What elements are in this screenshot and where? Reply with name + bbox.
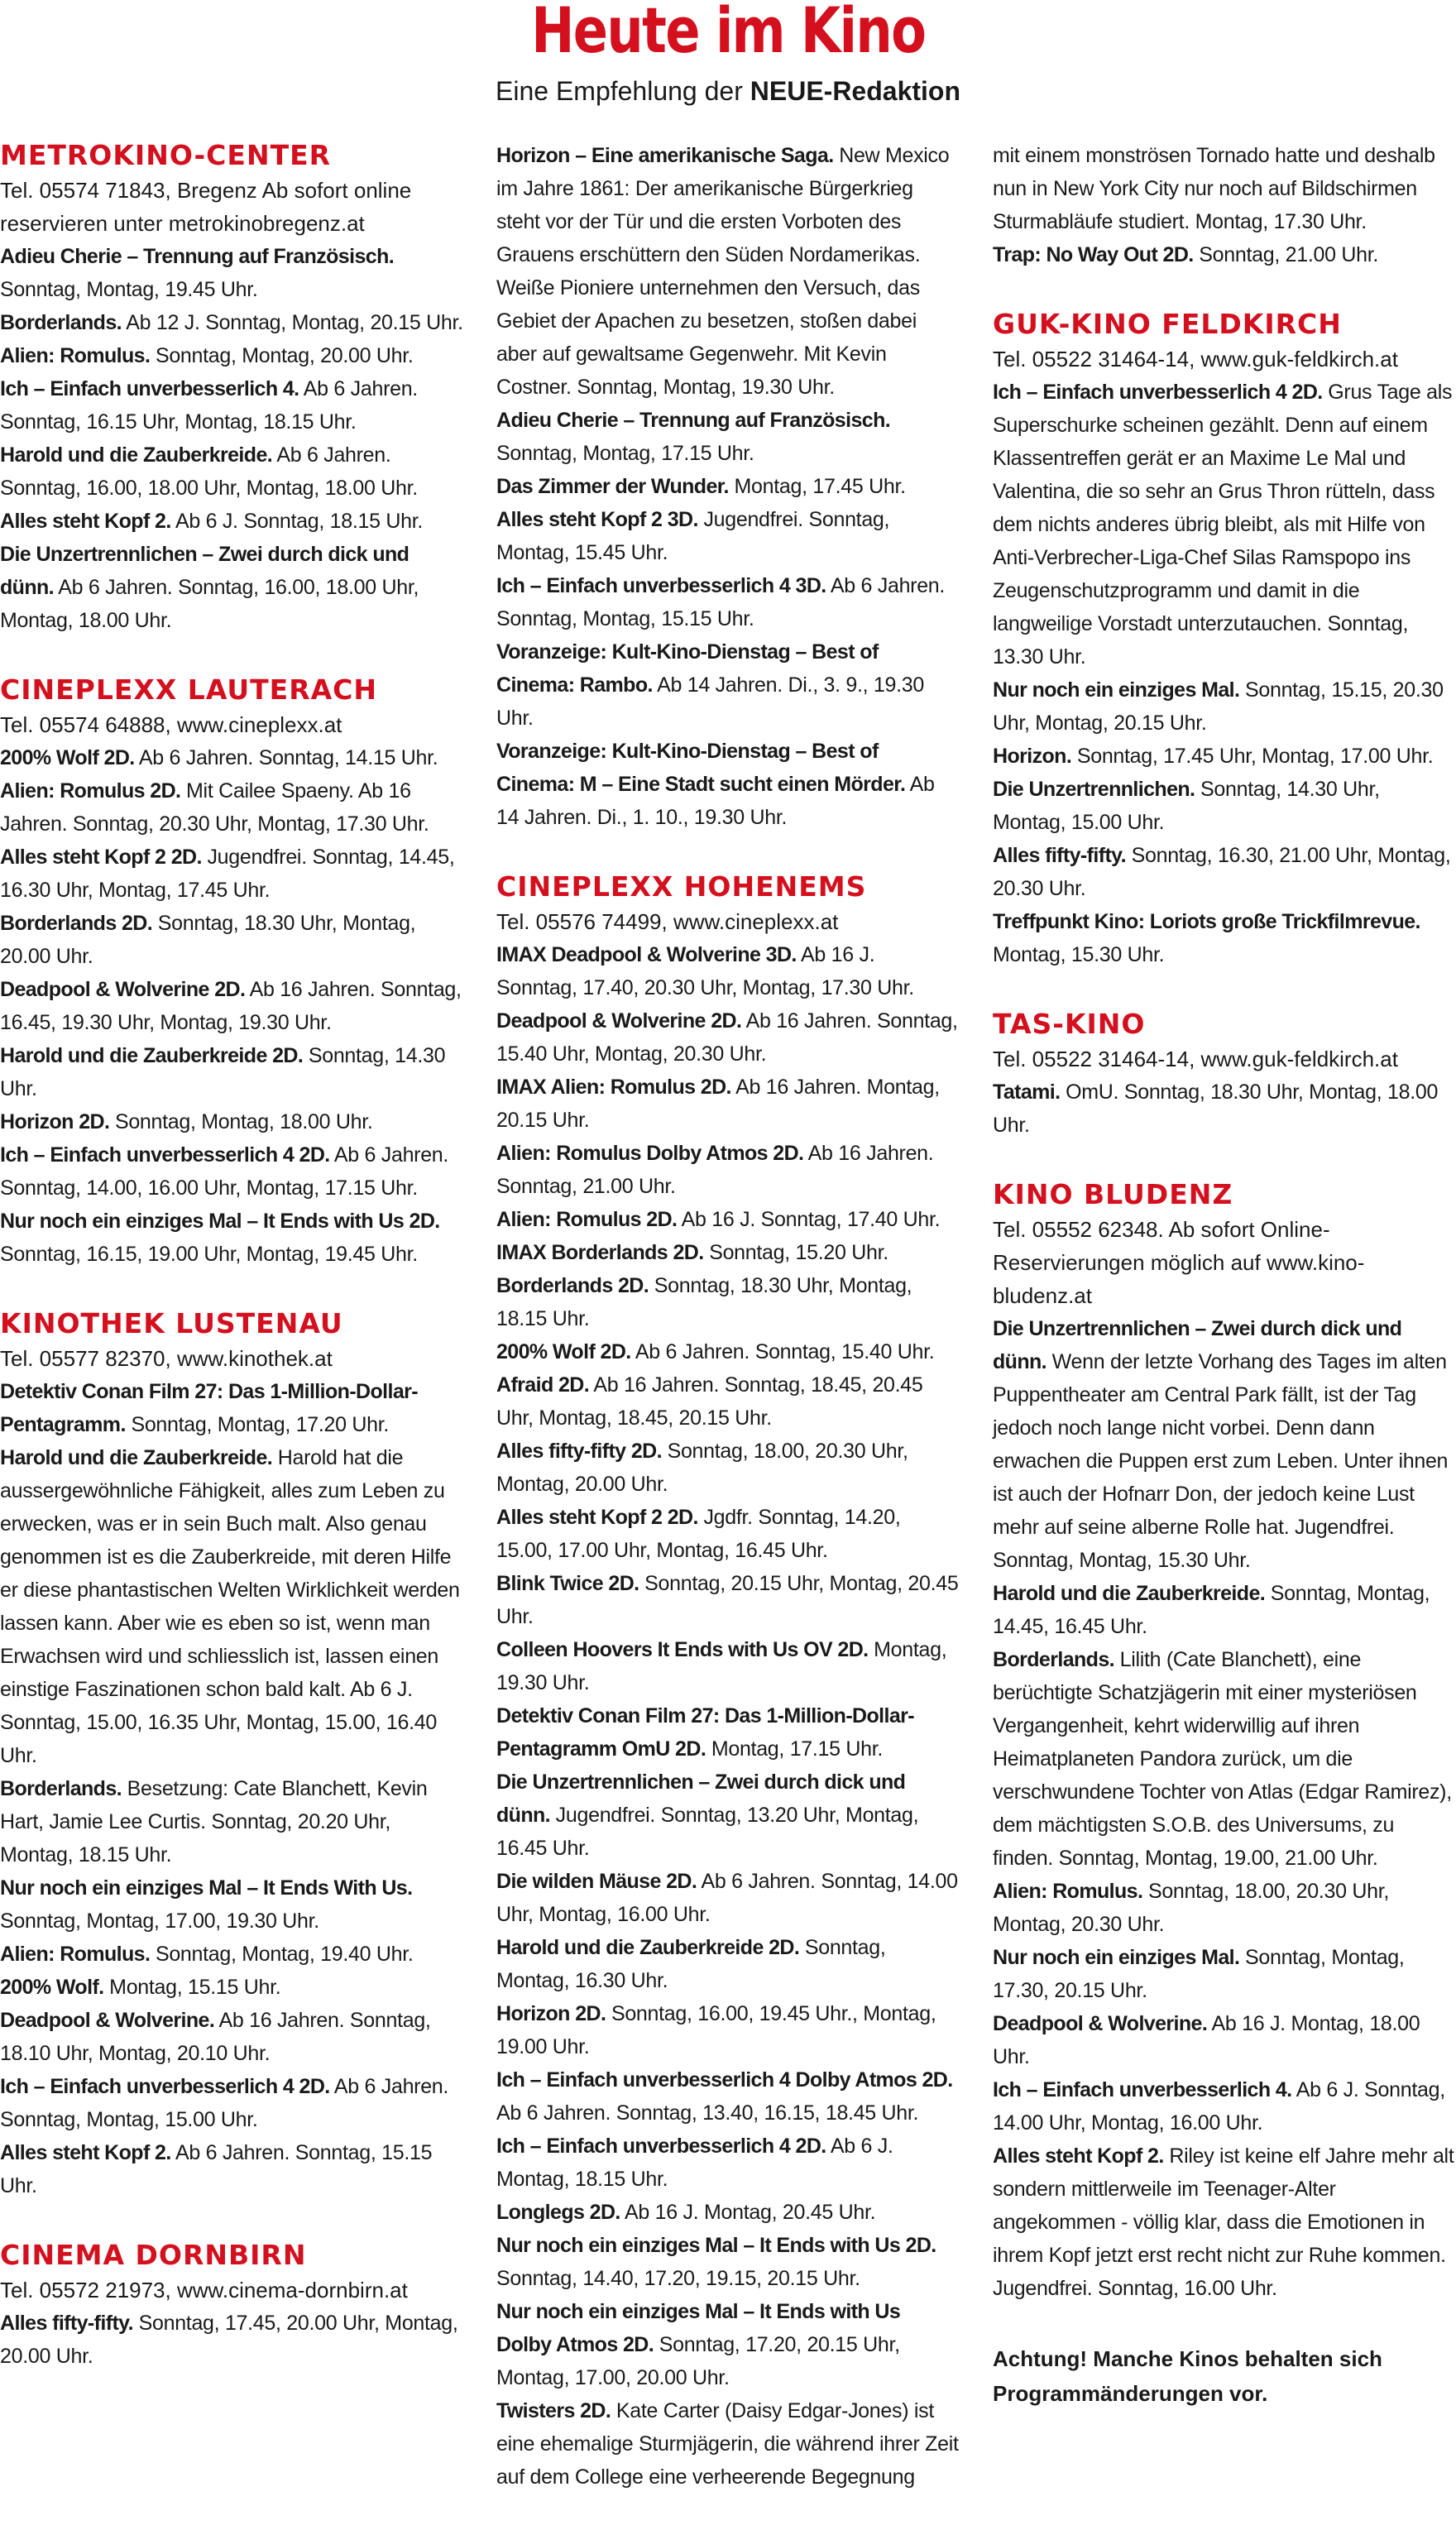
film-title: Alien: Romulus Dolby Atmos 2D. (496, 1142, 804, 1165)
cinema-block (993, 1008, 1456, 1142)
screening-entry (496, 1501, 960, 1567)
film-title: IMAX Borderlands 2D. (496, 1241, 704, 1264)
screening-entry (496, 470, 960, 503)
screening-entry (496, 503, 960, 569)
screening-entry (496, 1071, 960, 1137)
screening-entry (0, 1441, 463, 1772)
screening-info: Kate Carter (Daisy Edgar-Jones) ist eine ehemalige Sturmjägerin, die während ihrer Zeit auf dem College eine verheerende Begegnung (496, 2399, 959, 2489)
footer-note: Achtung! Manche Kinos behalten sich Programmänderungen vor. (993, 2346, 1382, 2406)
column-1 (0, 139, 463, 2409)
screening-info: Ab 14 Jahren. Di., 1. 10., 19.30 Uhr. (496, 773, 935, 829)
screening-info: Ab 16 Jahren. Sonntag, 18.45, 20.45 Uhr, Montag, 18.45, 20.15 Uhr. (496, 1373, 923, 1430)
film-title: Alles steht Kopf 2. (0, 2141, 171, 2164)
page-title: Heute im Kino (530, 0, 926, 67)
cinema-block (993, 308, 1456, 971)
screening-entry (0, 1138, 463, 1205)
cinema-block (0, 2239, 463, 2373)
film-title: Alles steht Kopf 2 3D. (496, 508, 698, 531)
cinema-contact: Tel. 05577 82370, www.kinothek.at (0, 1346, 333, 1371)
screening-info: Sonntag, Montag, 19.45 Uhr. (0, 278, 258, 301)
screening-entry (0, 1938, 463, 1971)
screening-entry (993, 773, 1456, 839)
cinema-name: CINEPLEXX LAUTERACH (0, 673, 377, 706)
screening-entry (496, 1435, 960, 1501)
screening-info: Sonntag, 18.30 Uhr, Montag, 20.00 Uhr. (0, 912, 416, 968)
screening-info: Ab 6 Jahren. Sonntag, 15.40 Uhr. (630, 1340, 935, 1363)
screening-info: Ab 6 Jahren. Sonntag, Montag, 15.15 Uhr. (496, 574, 946, 630)
screening-entry (0, 1105, 463, 1138)
screening-entry (496, 938, 960, 1004)
screening-info: Sonntag, 16.30, 21.00 Uhr, Montag, 20.30 Uhr. (993, 844, 1451, 900)
film-title: Alles steht Kopf 2 2D. (0, 846, 202, 869)
screening-entry (496, 1997, 960, 2063)
screening-entry (0, 438, 463, 505)
screening-info: Ab 16 Jahren. Montag, 20.15 Uhr. (496, 1076, 940, 1132)
screening-info: Ab 6 Jahren. Sonntag, 14.15 Uhr. (134, 746, 438, 769)
columns (0, 139, 1456, 2489)
screening-info: Sonntag, 18.30 Uhr, Montag, 18.15 Uhr. (496, 1274, 912, 1330)
film-title: Horizon. (993, 745, 1072, 768)
film-title: Colleen Hoovers It Ends with Us OV 2D. (496, 1638, 869, 1661)
film-title: Borderlands 2D. (0, 912, 153, 935)
film-title: Alien: Romulus. (0, 344, 151, 367)
screening-entry (0, 1772, 463, 1871)
film-title: Detektiv Conan Film 27: Das 1-Million-Dollar-Pentagramm. (0, 1380, 419, 1436)
screening-entry (993, 238, 1456, 271)
screening-info: Montag, 17.15 Uhr. (706, 1737, 884, 1761)
screening-entry (496, 1931, 960, 1997)
film-title: Nur noch ein einziges Mal. (993, 1946, 1240, 1969)
screening-entry (993, 139, 1456, 238)
film-title: Adieu Cherie – Trennung auf Französisch. (496, 409, 891, 432)
screening-info: Ab 16 J. Montag, 18.00 Uhr. (993, 2012, 1420, 2068)
screening-entry (993, 673, 1456, 740)
screening-entry (0, 1205, 463, 1271)
screening-info: Ab 16 Jahren. Sonntag, 18.10 Uhr, Montag, 20.10 Uhr. (0, 2009, 431, 2065)
film-title: Borderlands. (0, 1777, 122, 1800)
cinema-block (993, 1178, 1456, 2305)
film-title: Ich – Einfach unverbesserlich 4 3D. (496, 574, 826, 597)
cinema-name: CINEMA DORNBIRN (0, 2239, 307, 2271)
film-title: Twisters 2D. (496, 2399, 611, 2422)
film-title: Harold und die Zauberkreide. (993, 1582, 1266, 1605)
screening-info: Jugendfrei. Sonntag, 14.45, 16.30 Uhr, Montag, 17.45 Uhr. (0, 846, 455, 902)
screening-info: Sonntag, 18.00, 20.30 Uhr, Montag, 20.00 Uhr. (496, 1440, 908, 1496)
screening-info: Sonntag, 15.15, 20.30 Uhr, Montag, 20.15 Uhr. (993, 678, 1444, 735)
screening-entry (496, 2063, 960, 2130)
page-header (0, 0, 1456, 124)
screening-entry (0, 841, 463, 907)
screening-entry (496, 1236, 960, 1269)
film-title: Alien: Romulus 2D. (0, 779, 181, 803)
film-title: Nur noch ein einziges Mal – It Ends with Us 2D. (496, 2234, 936, 2257)
cinema-contact: Tel. 05552 62348. Ab sofort Online-Reservierungen möglich auf www.kino-bludenz.at (993, 1217, 1365, 1308)
screening-info: Montag, 15.15 Uhr. (103, 1976, 281, 1999)
screening-entry (993, 1875, 1456, 1941)
film-title: 200% Wolf 2D. (496, 1340, 631, 1363)
film-title: Borderlands 2D. (496, 1274, 649, 1297)
cinema-block (496, 139, 960, 834)
film-title: Harold und die Zauberkreide 2D. (496, 1936, 800, 1959)
screening-entry (496, 1203, 960, 1236)
screening-info: Harold hat die aussergewöhnliche Fähigkeit, alles zum Leben zu erwecken, was er in sein Buch malt. Also genau genommen ist es die Zauberkreide, mit deren Hilfe er diese phantastischen Welten Wirklichkeit werden lassen kann. Aber wie es eben so ist, wenn man Erwachsen wird und schliesslich ist, lassen einen einstige Faszinationen schon bald kalt. Ab 6 J. Sonntag, 15.00, 16.35 Uhr, Montag, 15.00, 16.40 Uhr. (0, 1446, 460, 1767)
screening-entry (0, 973, 463, 1039)
screening-info: Ab 6 Jahren. Sonntag, 13.40, 16.15, 18.45 Uhr. (496, 2101, 919, 2125)
film-title: Ich – Einfach unverbesserlich 4. (993, 2078, 1292, 2101)
screening-info: Montag, 15.30 Uhr. (993, 943, 1165, 966)
screening-info: Besetzung: Cate Blanchett, Kevin Hart, Jamie Lee Curtis. Sonntag, 20.20 Uhr, Montag, 18.15 Uhr. (0, 1777, 428, 1866)
film-title: Die wilden Mäuse 2D. (496, 1870, 697, 1893)
screening-info: Sonntag, 16.15, 19.00 Uhr, Montag, 19.45 Uhr. (0, 1243, 418, 1266)
screening-entry (993, 839, 1456, 905)
screening-entry (496, 1633, 960, 1699)
film-title: Nur noch ein einziges Mal. (993, 678, 1240, 702)
cinema-name: METROKINO-CENTER (0, 139, 332, 171)
screening-info: Ab 16 Jahren. Sonntag, 15.40 Uhr, Montag, 20.30 Uhr. (496, 1009, 958, 1066)
cinema-contact: Tel. 05522 31464-14, www.guk-feldkirch.at (993, 1047, 1398, 1071)
column-2 (496, 139, 960, 2530)
film-title: Ich – Einfach unverbesserlich 4. (0, 377, 299, 400)
film-title: Alien: Romulus 2D. (496, 1208, 678, 1231)
subtitle-brand: NEUE-Redaktion (750, 76, 960, 106)
film-title: Die Unzertrennlichen – Zwei durch dick und dünn. (496, 1771, 906, 1827)
screening-info: Ab 16 Jahren. Sonntag, 21.00 Uhr. (496, 1142, 934, 1198)
cinema-name: KINOTHEK LUSTENAU (0, 1307, 343, 1339)
screening-entry (993, 1076, 1456, 1142)
screening-info: Riley ist keine elf Jahre mehr alt sondern mittlerweile im Teenager-Alter angekommen - völlig klar, dass die Emotionen in ihrem Kopf jetzt erst recht nicht zur Ruhe kommen. Jugendfrei. Sonntag, 16.00 Uhr. (993, 2144, 1454, 2300)
screening-entry (0, 907, 463, 973)
film-title: IMAX Deadpool & Wolverine 3D. (496, 943, 797, 966)
screening-entry (496, 2394, 960, 2494)
screening-entry (496, 735, 960, 834)
film-title: Detektiv Conan Film 27: Das 1-Million-Dollar-Pentagramm OmU 2D. (496, 1704, 915, 1761)
screening-info: Sonntag, 17.45 Uhr, Montag, 17.00 Uhr. (1071, 745, 1434, 768)
screening-entry (993, 1577, 1456, 1643)
screening-info: Sonntag, Montag, 17.15 Uhr. (496, 442, 754, 465)
screening-info: Sonntag, Montag, 14.45, 16.45 Uhr. (993, 1582, 1430, 1638)
screening-entry (0, 372, 463, 438)
film-title: Ich – Einfach unverbesserlich 4 2D. (496, 2135, 826, 2158)
screening-entry (0, 2004, 463, 2070)
film-title: Alles steht Kopf 2 2D. (496, 1506, 698, 1529)
screening-info: Sonntag, 14.40, 17.20, 19.15, 20.15 Uhr. (496, 2267, 860, 2290)
screening-entry (496, 1865, 960, 1931)
film-title: Das Zimmer der Wunder. (496, 475, 729, 498)
screening-info: Sonntag, 17.45, 20.00 Uhr, Montag, 20.00 Uhr. (0, 2312, 458, 2368)
cinema-block (0, 1307, 463, 2202)
film-title: Ich – Einfach unverbesserlich 4 Dolby Atmos 2D. (496, 2068, 953, 2092)
cinema-contact: Tel. 05522 31464-14, www.guk-feldkirch.at (993, 347, 1398, 371)
cinema-block (993, 139, 1456, 271)
film-title: Nur noch ein einziges Mal – It Ends with Us Dolby Atmos 2D. (496, 2300, 901, 2356)
screening-info: Ab 6 J. Montag, 18.15 Uhr. (496, 2135, 893, 2191)
film-title: Harold und die Zauberkreide. (0, 443, 273, 467)
screening-info: Sonntag, Montag, 17.20 Uhr. (125, 1413, 390, 1436)
film-title: Blink Twice 2D. (496, 1572, 639, 1595)
film-title: Voranzeige: Kult-Kino-Dienstag – Best of Cinema: M – Eine Stadt sucht einen Mörder. (496, 740, 906, 796)
film-title: Deadpool & Wolverine 2D. (0, 978, 246, 1001)
film-title: Horizon – Eine amerikanische Saga. (496, 144, 834, 167)
screening-entry (496, 1004, 960, 1071)
screening-entry (496, 2229, 960, 2295)
screening-info: Ab 16 Jahren. Sonntag, 16.45, 19.30 Uhr, Montag, 19.30 Uhr. (0, 978, 462, 1034)
screening-info: Montag, 17.45 Uhr. (728, 475, 906, 498)
screening-info: Montag, 19.30 Uhr. (496, 1638, 947, 1694)
subtitle-prefix: Eine Empfehlung der (496, 76, 750, 106)
screening-info: Ab 6 Jahren. Sonntag, 15.15 Uhr. (0, 2141, 433, 2197)
screening-entry (993, 740, 1456, 773)
cinema-name: KINO BLUDENZ (993, 1178, 1233, 1210)
page-subtitle (0, 74, 1456, 108)
film-title: Alles steht Kopf 2. (0, 510, 171, 533)
screening-entry (0, 505, 463, 538)
screening-entry (496, 139, 960, 404)
screening-entry (993, 2073, 1456, 2139)
film-title: Ich – Einfach unverbesserlich 4 2D. (993, 381, 1323, 404)
cinema-name: TAS-KINO (993, 1008, 1146, 1040)
screening-info: Sonntag, 18.00, 20.30 Uhr, Montag, 20.30 Uhr. (993, 1880, 1389, 1936)
screening-entry (0, 1871, 463, 1938)
screening-entry (496, 1269, 960, 1335)
screening-entry (496, 1335, 960, 1368)
screening-info: Jugendfrei. Sonntag, 13.20 Uhr, Montag, 16.45 Uhr. (496, 1804, 919, 1860)
screening-entry (993, 1941, 1456, 2007)
screening-info: Ab 16 J. Sonntag, 17.40, 20.30 Uhr, Montag, 17.30 Uhr. (496, 943, 914, 999)
cinema-contact: Tel. 05572 21973, www.cinema-dornbirn.at (0, 2278, 408, 2302)
screening-info: Ab 14 Jahren. Di., 3. 9., 19.30 Uhr. (496, 673, 924, 730)
screening-info: Sonntag, Montag, 18.00 Uhr. (109, 1110, 373, 1133)
screening-info: Ab 6 J. Sonntag, 18.15 Uhr. (170, 510, 424, 533)
screening-info: Grus Tage als Superschurke scheinen gezählt. Denn auf einem Klassentreffen gerät er an Maxime Le Mal und Valentina, die so sehr an Grus Thron rütteln, dass dem nichts anderes übrig bleibt, als mit Hilfe von Anti-Verbrecher-Liga-Chef Silas Ramspopo ins Zeugenschutzprogramm und damit in die langweilige Vorstadt unterzutauchen. Sonntag, 13.30 Uhr. (993, 381, 1453, 668)
screening-entry (993, 376, 1456, 673)
screening-entry (0, 2136, 463, 2202)
screening-info: Ab 6 Jahren. Sonntag, 14.00, 16.00 Uhr, Montag, 17.15 Uhr. (0, 1143, 449, 1200)
screening-entry (0, 774, 463, 841)
screening-entry (0, 2070, 463, 2136)
film-title: Treffpunkt Kino: Loriots große Trickfilmrevue. (993, 910, 1420, 933)
screening-info: Ab 6 Jahren. Sonntag, 16.00, 18.00 Uhr, Montag, 18.00 Uhr. (0, 443, 418, 500)
film-title: Die Unzertrennlichen – Zwei durch dick und dünn. (993, 1317, 1402, 1373)
film-title: Voranzeige: Kult-Kino-Dienstag – Best of Cinema: Rambo. (496, 640, 879, 697)
film-title: Die Unzertrennlichen – Zwei durch dick und dünn. (0, 543, 410, 599)
film-title: Nur noch ein einziges Mal – It Ends with Us 2D. (0, 1210, 440, 1233)
screening-info: Sonntag, Montag, 16.30 Uhr. (496, 1936, 886, 1992)
screening-info: Sonntag, 21.00 Uhr. (1193, 243, 1378, 266)
screening-entry (993, 905, 1456, 971)
screening-info: Jgdfr. Sonntag, 14.20, 15.00, 17.00 Uhr, Montag, 16.45 Uhr. (496, 1506, 901, 1562)
screening-info: Ab 6 J. Sonntag, 14.00 Uhr, Montag, 16.00 Uhr. (993, 2078, 1445, 2135)
screening-entry (496, 1567, 960, 1633)
film-title: Ich – Einfach unverbesserlich 4 2D. (0, 2075, 330, 2098)
film-title: Borderlands. (993, 1648, 1114, 1671)
screening-entry (0, 741, 463, 774)
film-title: Tatami. (993, 1081, 1061, 1104)
screening-info: Sonntag, 15.20 Uhr. (703, 1241, 888, 1264)
screening-info: Ab 6 Jahren. Sonntag, 14.00 Uhr, Montag, 16.00 Uhr. (496, 1870, 958, 1926)
film-title: Harold und die Zauberkreide. (0, 1446, 273, 1469)
screening-entry (496, 1766, 960, 1865)
screening-info: Lilith (Cate Blanchett), eine berüchtigte Schatzjägerin mit einer mysteriösen Vergangenheit, kehrt widerwillig auf ihren Heimatplaneten Pandora zurück, um die verschwundene Tochter von Atlas (Edgar Ramirez), dem mächtigsten S.O.B. des Universums, zu finden. Sonntag, Montag, 19.00, 21.00 Uhr. (993, 1648, 1452, 1870)
screening-info: Ab 16 J. Sonntag, 17.40 Uhr. (677, 1208, 941, 1231)
screening-info: Ab 6 Jahren. Sonntag, Montag, 15.00 Uhr. (0, 2075, 449, 2131)
screening-info: mit einem monströsen Tornado hatte und deshalb nun in New York City nur noch auf Bildschirmen Sturmabläufe studiert. Montag, 17.30 Uhr. (993, 144, 1435, 233)
cinema-name: GUK-KINO FELDKIRCH (993, 308, 1342, 340)
screening-info: Ab 16 J. Montag, 20.45 Uhr. (620, 2201, 876, 2224)
film-title: Alles fifty-fifty 2D. (496, 1440, 662, 1463)
film-title: Adieu Cherie – Trennung auf Französisch. (0, 245, 395, 268)
film-title: 200% Wolf. (0, 1976, 104, 1999)
screening-info: Mit Cailee Spaeny. Ab 16 Jahren. Sonntag, 20.30 Uhr, Montag, 17.30 Uhr. (0, 779, 429, 836)
cinema-contact: Tel. 05574 71843, Bregenz Ab sofort online reservieren unter metrokinobregenz.at (0, 178, 412, 236)
screening-entry (496, 2196, 960, 2229)
film-title: Harold und die Zauberkreide 2D. (0, 1044, 304, 1067)
film-title: Longlegs 2D. (496, 2201, 620, 2224)
screening-info: Sonntag, 17.20, 20.15 Uhr, Montag, 17.00, 20.00 Uhr. (496, 2333, 900, 2389)
film-title: Horizon 2D. (0, 1110, 110, 1133)
screening-entry (496, 635, 960, 735)
screening-entry (0, 1375, 463, 1441)
film-title: Deadpool & Wolverine. (0, 2009, 215, 2032)
screening-entry (0, 1971, 463, 2004)
screening-entry (993, 1643, 1456, 1875)
screening-info: Sonntag, 16.00, 19.45 Uhr., Montag, 19.00 Uhr. (496, 2002, 936, 2058)
cinema-block (0, 673, 463, 1271)
screening-entry (993, 1312, 1456, 1577)
screening-info: New Mexico im Jahre 1861: Der amerikanische Bürgerkrieg steht vor der Tür und die ersten Vorboten des Grauens erschüttern den Süden Nordamerikas. Weiße Pioniere unternehmen den Versuch, das Gebiet der Apachen zu besetzen, stoßen dabei aber auf gewaltsame Gegenwehr. Mit Kevin Costner. Sonntag, Montag, 19.30 Uhr. (496, 144, 950, 399)
screening-info: Wenn der letzte Vorhang des Tages im alten Puppentheater am Central Park fällt, ist der Tag jedoch noch lange nicht vorbei. Denn dann erwachen die Puppen erst zum Leben. Unter ihnen ist auch der Hofnarr Don, der jedoch keine Lust mehr auf seine alberne Rolle hat. Jugendfrei. Sonntag, Montag, 15.30 Uhr. (993, 1350, 1449, 1572)
film-title: Horizon 2D. (496, 2002, 606, 2025)
film-title: Deadpool & Wolverine 2D. (496, 1009, 742, 1033)
film-title: Nur noch ein einziges Mal – It Ends With Us. (0, 1876, 413, 1900)
cinema-contact: Tel. 05574 64888, www.cineplexx.at (0, 712, 342, 737)
film-title: Ich – Einfach unverbesserlich 4 2D. (0, 1143, 330, 1167)
screening-info: Jugendfrei. Sonntag, Montag, 15.45 Uhr. (496, 508, 890, 564)
screening-info: Sonntag, Montag, 17.00, 19.30 Uhr. (0, 1909, 319, 1933)
film-title: Borderlands. (0, 311, 122, 334)
screening-info: Ab 12 J. Sonntag, Montag, 20.15 Uhr. (122, 311, 463, 334)
cinema-block (0, 139, 463, 637)
cinema-name: CINEPLEXX HOHENEMS (496, 870, 867, 903)
film-title: Afraid 2D. (496, 1373, 590, 1397)
screening-entry (0, 538, 463, 637)
column-3 (993, 139, 1456, 2411)
screening-entry (0, 306, 463, 339)
screening-entry (496, 2130, 960, 2196)
screening-info: Sonntag, Montag, 20.00 Uhr. (150, 344, 414, 367)
screening-entry (0, 1039, 463, 1105)
film-title: Trap: No Way Out 2D. (993, 243, 1194, 266)
film-title: Die Unzertrennlichen. (993, 778, 1195, 801)
screening-entry (496, 1699, 960, 1766)
screening-info: Sonntag, 14.30 Uhr, Montag, 15.00 Uhr. (993, 778, 1380, 834)
screening-entry (496, 1137, 960, 1203)
screening-info: Sonntag, 20.15 Uhr, Montag, 20.45 Uhr. (496, 1572, 959, 1628)
film-title: 200% Wolf 2D. (0, 746, 135, 769)
screening-entry (993, 2007, 1456, 2073)
cinema-block (496, 870, 960, 2494)
film-title: Alles steht Kopf 2. (993, 2144, 1164, 2168)
screening-info: Sonntag, Montag, 17.30, 20.15 Uhr. (993, 1946, 1405, 2002)
film-title: Alien: Romulus. (993, 1880, 1143, 1903)
screening-entry (496, 2295, 960, 2394)
screening-entry (496, 404, 960, 470)
screening-info: Sonntag, Montag, 19.40 Uhr. (150, 1943, 414, 1966)
film-title: Alien: Romulus. (0, 1943, 151, 1966)
film-title: Alles fifty-fifty. (993, 844, 1126, 867)
screening-info: Sonntag, 14.30 Uhr. (0, 1044, 446, 1100)
screening-info: Ab 6 Jahren. Sonntag, 16.00, 18.00 Uhr, Montag, 18.00 Uhr. (0, 576, 419, 632)
screening-entry (0, 240, 463, 306)
film-title: IMAX Alien: Romulus 2D. (496, 1076, 731, 1099)
screening-entry (0, 2307, 463, 2373)
screening-entry (496, 1368, 960, 1435)
screening-entry (993, 2139, 1456, 2305)
screening-info: OmU. Sonntag, 18.30 Uhr, Montag, 18.00 Uhr. (993, 1081, 1439, 1137)
film-title: Alles fifty-fifty. (0, 2312, 133, 2335)
cinema-contact: Tel. 05576 74499, www.cineplexx.at (496, 909, 839, 934)
screening-info: Ab 6 Jahren. Sonntag, 16.15 Uhr, Montag, 18.15 Uhr. (0, 377, 418, 434)
screening-entry (0, 339, 463, 372)
film-title: Deadpool & Wolverine. (993, 2012, 1208, 2035)
screening-entry (496, 569, 960, 635)
